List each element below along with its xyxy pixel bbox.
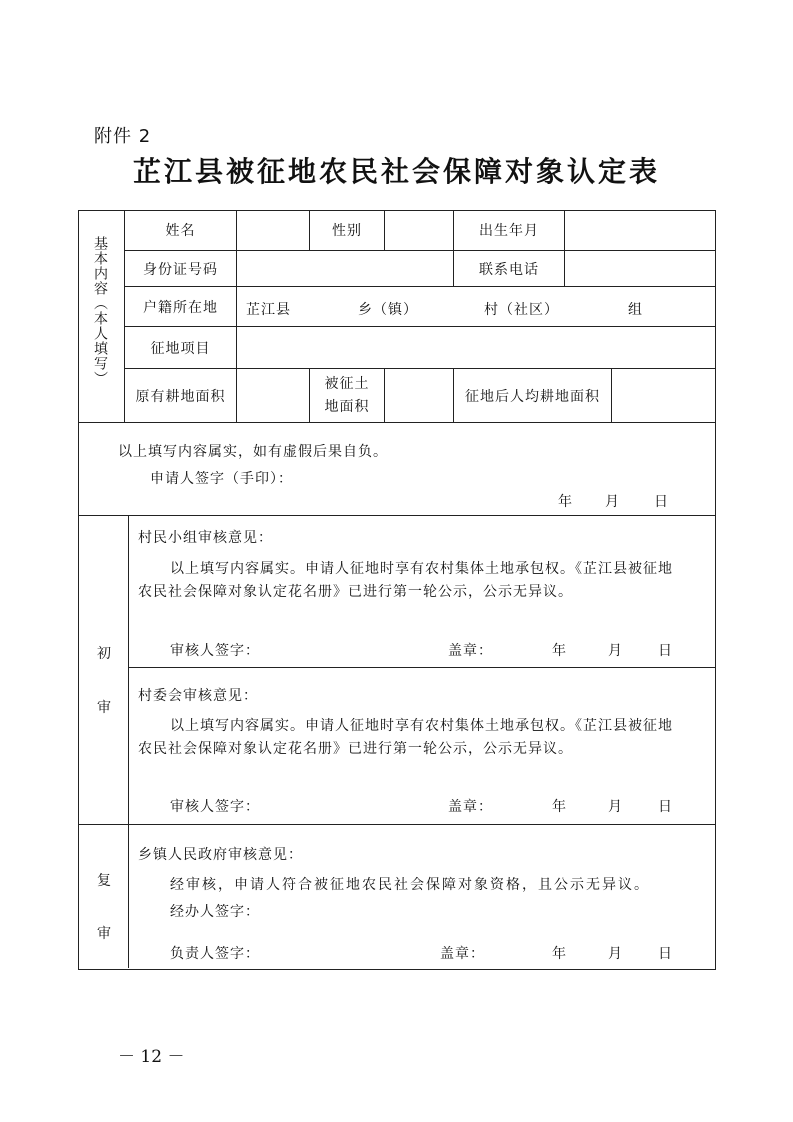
date-year: 年 [558, 494, 573, 510]
group-date-year: 年 [552, 643, 567, 659]
gender-field[interactable] [385, 211, 453, 250]
project-field[interactable] [237, 327, 713, 368]
certification-form [78, 210, 716, 970]
final-review-label-1: 复 [97, 873, 112, 889]
gender-label: 性别 [332, 223, 362, 239]
project-label: 征地项目 [150, 340, 211, 357]
col-line [309, 368, 310, 422]
village-review-title: 村委会审核意见： [138, 688, 258, 704]
initial-review-label-2: 审 [97, 700, 112, 716]
group-date-day: 日 [658, 643, 673, 659]
after-land-label: 征地后人均耕地面积 [465, 388, 600, 405]
final-review-label-2: 审 [97, 926, 112, 942]
group-review-opinion-2: 农民社会保障对象认定花名册》已进行第一轮公示，公示无异议。 [138, 584, 573, 600]
attachment-label: 附件 2 [94, 126, 152, 147]
township-date-month: 月 [608, 946, 623, 962]
handler-sign: 经办人签字： [170, 904, 260, 920]
group-review-title: 村民小组审核意见： [138, 530, 273, 546]
township-seal: 盖章： [440, 946, 485, 962]
phone-field[interactable] [565, 251, 713, 286]
phone-label: 联系电话 [479, 261, 539, 278]
village-text: 村（社区） [484, 302, 559, 318]
declaration-statement: 以上填写内容属实，如有虚假后果自负。 [118, 444, 388, 460]
village-review-opinion-2: 农民社会保障对象认定花名册》已进行第一轮公示，公示无异议。 [138, 741, 573, 757]
household-label: 户籍所在地 [143, 299, 218, 316]
group-review-opinion-1: 以上填写内容属实。申请人征地时享有农村集体土地承包权。《芷江县被征地 [170, 561, 673, 577]
village-reviewer-sign: 审核人签字： [170, 799, 260, 815]
orig-land-label: 原有耕地面积 [135, 388, 226, 405]
form-title: 芷江县被征地农民社会保障对象认定表 [132, 155, 660, 188]
applicant-signature-label: 申请人签字（手印）： [150, 471, 293, 487]
group-reviewer-sign: 审核人签字： [170, 643, 260, 659]
village-date-year: 年 [552, 799, 567, 815]
section-line [78, 422, 716, 423]
after-land-field[interactable] [612, 369, 713, 422]
col-line [128, 515, 129, 968]
leader-sign: 负责人签字： [170, 946, 260, 962]
orig-land-field[interactable] [237, 369, 309, 422]
township-date-day: 日 [658, 946, 673, 962]
expropriated-land-field[interactable] [385, 369, 453, 422]
name-label: 姓名 [165, 223, 196, 239]
section-line [78, 515, 716, 516]
row-line [128, 667, 716, 668]
section-line [78, 824, 716, 825]
township-review-title: 乡镇人民政府审核意见： [138, 847, 303, 863]
id-number-label: 身份证号码 [143, 261, 218, 278]
date-month: 月 [605, 494, 620, 510]
township-review-opinion: 经审核，申请人符合被征地农民社会保障对象资格，且公示无异议。 [170, 877, 650, 893]
village-date-day: 日 [658, 799, 673, 815]
name-field[interactable] [237, 211, 309, 250]
page-number: － 12 － [118, 1047, 185, 1067]
group-seal: 盖章： [448, 643, 493, 659]
village-date-month: 月 [608, 799, 623, 815]
township-date-year: 年 [552, 946, 567, 962]
township-text: 乡（镇） [358, 302, 418, 318]
expropriated-land-label: 被征土地面积 [324, 375, 370, 415]
initial-review-label-1: 初 [97, 646, 112, 662]
id-number-field[interactable] [237, 251, 453, 286]
basic-section-label: 基本内容（本人填写） [92, 236, 108, 386]
village-seal: 盖章： [448, 799, 493, 815]
county-text: 芷江县 [246, 302, 291, 318]
date-day: 日 [654, 494, 669, 510]
group-text: 组 [628, 302, 643, 318]
birth-label: 出生年月 [479, 223, 539, 239]
group-date-month: 月 [608, 643, 623, 659]
birth-field[interactable] [565, 211, 713, 250]
village-review-opinion-1: 以上填写内容属实。申请人征地时享有农村集体土地承包权。《芷江县被征地 [170, 718, 673, 734]
